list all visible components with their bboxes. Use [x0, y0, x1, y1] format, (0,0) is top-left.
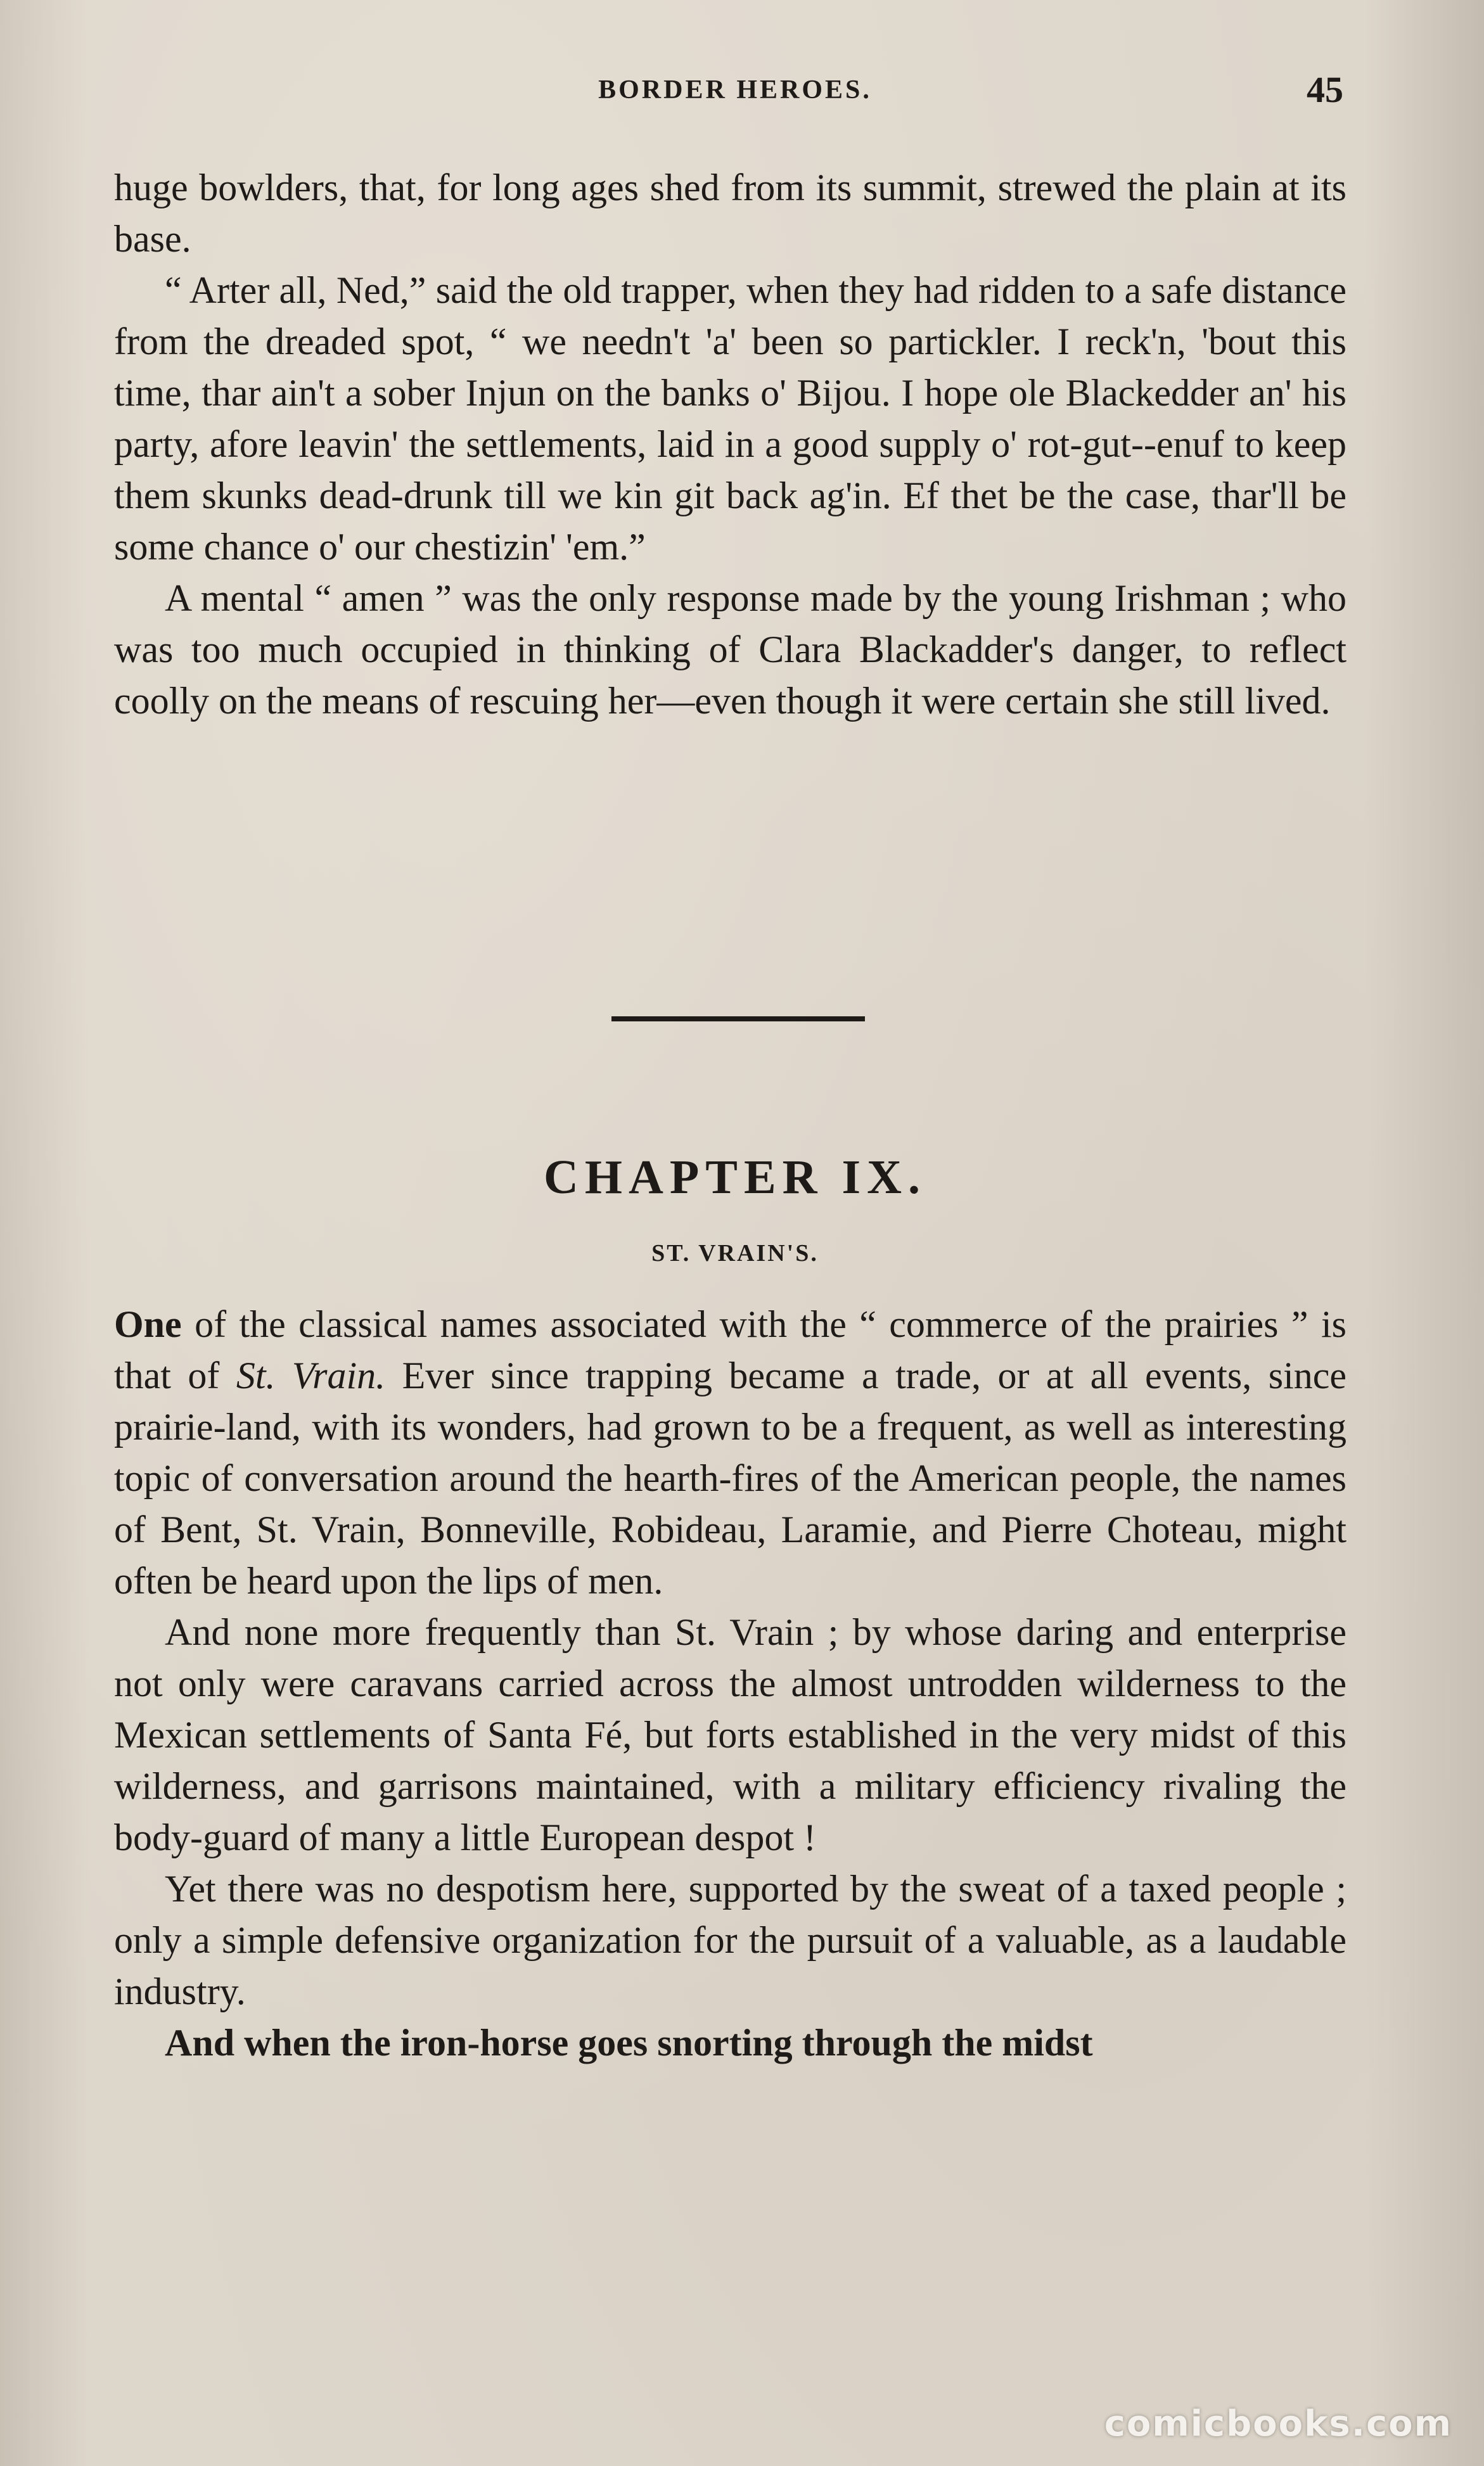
body-text-chapter: [114, 1299, 1346, 2069]
paragraph: Yet there was no despotism here, supported by the sweat of a taxed people ; only a simple defensive organization for the pursuit of a valuable, as a laudable industry.: [114, 1868, 1346, 2012]
chapter-heading: CHAPTER IX.: [543, 1151, 927, 1204]
dropcap-word: One: [114, 1303, 182, 1345]
paragraph: And none more frequently than St. Vrain ; by whose daring and enterprise not only were caravans carried across the almost untrodden wilderness to the Mexican settlements of Santa Fé, but forts established in the very midst of this wilderness, and garrisons maintained, with a military efficiency rivaling the body-guard of many a little European despot !: [114, 1611, 1346, 1858]
body-text-top: [114, 162, 1346, 727]
chapter-subtitle: ST. VRAIN'S.: [651, 1240, 819, 1267]
paragraph: “ Arter all, Ned,” said the old trapper, when they had ridden to a safe distance from the dreaded spot, “ we needn't 'a' been so partickler. I reck'n, 'bout this time, thar ain't a sober Injun on the banks o' Bijou. I hope ole Blackedder an' his party, afore leavin' the settlements, laid in a good supply o' rot-gut--enuf to keep them skunks dead-drunk till we kin git back ag'in. Ef thet be the case, thar'll be some chance o' our chestizin' 'em.”: [114, 269, 1346, 568]
paragraph: huge bowlders, that, for long ages shed from its summit, strewed the plain at its base.: [114, 167, 1346, 260]
paragraph: [114, 1299, 1346, 1607]
paragraph-text: Ever since trapping became a trade, or at all events, since prairie-land, with its wonders, had grown to be a frequent, as well as interesting topic of conversation around the hearth-fires of the American people, the names of Bent, St. Vrain, Bonneville, Robideau, Laramie, and Pierre Choteau, might often be heard upon the lips of men.: [114, 1355, 1347, 1602]
watermark: comicbooks.com: [1104, 2403, 1452, 2444]
paragraph-text: of the classical names associated with the “ commerce of the prairies ” is that of: [114, 1303, 1346, 1396]
running-title: BORDER HEROES.: [598, 75, 872, 105]
section-divider: [611, 1016, 865, 1021]
running-head: [114, 68, 1356, 119]
paragraph: A mental “ amen ” was the only response made by the young Irishman ; who was too much occupied in thinking of Clara Blackadder's danger, to reflect coolly on the means of rescuing her—even though it were certain she still lived.: [114, 577, 1346, 722]
paragraph: And when the iron-horse goes snorting through the midst: [165, 2022, 1093, 2064]
page-number: 45: [1307, 69, 1343, 110]
italic-name: St. Vrain.: [236, 1355, 386, 1396]
